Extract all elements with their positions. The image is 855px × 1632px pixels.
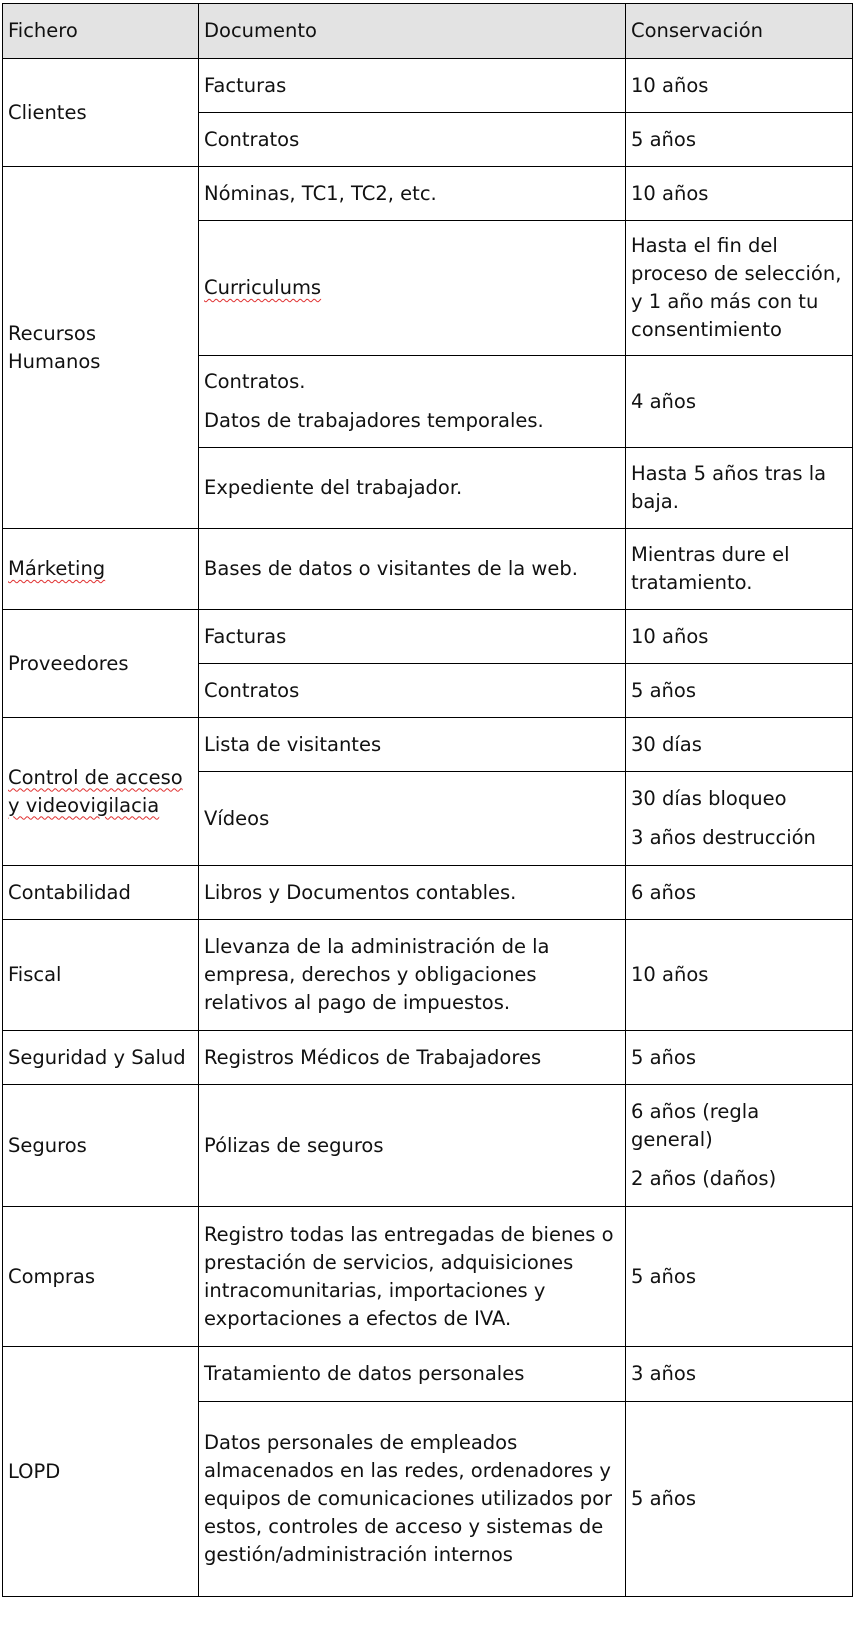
- documento-text: Libros y Documentos contables.: [204, 880, 517, 904]
- documento-cell: [199, 920, 626, 1031]
- documento-text: Datos de trabajadores temporales.: [204, 409, 544, 432]
- table-row: [3, 610, 853, 664]
- conservacion-text: 3 años: [631, 1362, 697, 1385]
- fichero-label: Seguridad y Salud: [8, 1045, 186, 1069]
- documento-cell: [199, 1347, 626, 1402]
- documento-cell: [199, 610, 626, 664]
- documento-cell: [199, 664, 626, 718]
- table-row: [3, 529, 853, 610]
- conservacion-text: 5 años: [631, 127, 697, 151]
- documento-text: Registros Médicos de Trabajadores: [204, 1045, 542, 1069]
- conservacion-text: Hasta 5 años tras la baja.: [631, 462, 827, 513]
- fichero-cell: [3, 167, 199, 529]
- documento-cell: [199, 1207, 626, 1347]
- fichero-label: Control de acceso y videovigilacia: [8, 765, 183, 817]
- conservacion-cell: [626, 866, 853, 920]
- conservacion-cell: [626, 718, 853, 772]
- conservacion-text: 10 años: [631, 963, 709, 986]
- table-row: [3, 167, 853, 221]
- documento-cell: [199, 1085, 626, 1207]
- documento-cell: [199, 221, 626, 356]
- conservacion-text: 3 años destrucción: [631, 826, 816, 849]
- conservacion-cell: [626, 1085, 853, 1207]
- fichero-label: Márketing: [8, 557, 106, 580]
- conservacion-cell: [626, 1347, 853, 1402]
- fichero-cell: [3, 920, 199, 1031]
- documento-text: Pólizas de seguros: [204, 1133, 384, 1157]
- fichero-label: Recursos Humanos: [8, 321, 101, 373]
- conservacion-text: 10 años: [631, 181, 709, 205]
- conservacion-text: 30 días bloqueo: [631, 787, 787, 810]
- conservacion-cell: [626, 113, 853, 167]
- table-row: [3, 1207, 853, 1347]
- documento-text: Curriculums: [204, 276, 322, 299]
- conservacion-text: Mientras dure el tratamiento.: [631, 543, 790, 594]
- table-row: [3, 1347, 853, 1402]
- documento-cell: [199, 772, 626, 866]
- conservacion-cell: [626, 1031, 853, 1085]
- retention-table: [2, 3, 853, 1597]
- fichero-cell: [3, 718, 199, 866]
- header-documento: Documento: [199, 4, 626, 59]
- documento-text: Facturas: [204, 624, 287, 648]
- documento-cell: [199, 113, 626, 167]
- fichero-label: Contabilidad: [8, 880, 131, 904]
- conservacion-cell: [626, 772, 853, 866]
- fichero-cell: [3, 610, 199, 718]
- fichero-cell: [3, 866, 199, 920]
- conservacion-cell: [626, 1207, 853, 1347]
- fichero-label: Compras: [8, 1264, 96, 1288]
- conservacion-text: 10 años: [631, 73, 709, 97]
- conservacion-text: 2 años (daños): [631, 1167, 777, 1190]
- documento-text: Bases de datos o visitantes de la web.: [204, 557, 578, 580]
- documento-text: Contratos: [204, 127, 300, 151]
- documento-text: Facturas: [204, 73, 287, 97]
- conservacion-text: 6 años (regla general): [631, 1100, 760, 1151]
- conservacion-cell: [626, 167, 853, 221]
- fichero-cell: [3, 59, 199, 167]
- table-row: [3, 718, 853, 772]
- documento-text: Tratamiento de datos personales: [204, 1362, 525, 1385]
- fichero-label: Proveedores: [8, 651, 129, 675]
- conservacion-text: 5 años: [631, 1487, 697, 1510]
- table-row: [3, 920, 853, 1031]
- documento-text: Datos personales de empleados almacenados en las redes, ordenadores y equipos de comunicaciones utilizados por estos, controles de acceso y sistemas de gestión/administración internos: [204, 1431, 613, 1566]
- header-conservacion: Conservación: [626, 4, 853, 59]
- documento-cell: [199, 1402, 626, 1597]
- fichero-label: Seguros: [8, 1133, 87, 1157]
- documento-text: Lista de visitantes: [204, 732, 382, 756]
- documento-text: Contratos.: [204, 370, 306, 393]
- conservacion-cell: [626, 59, 853, 113]
- documento-text: Expediente del trabajador.: [204, 476, 463, 499]
- fichero-cell: [3, 1207, 199, 1347]
- fichero-cell: [3, 529, 199, 610]
- conservacion-text: Hasta el fin del proceso de selección, y 1 año más con tu consentimiento: [631, 234, 842, 341]
- conservacion-text: 5 años: [631, 1264, 697, 1288]
- conservacion-cell: [626, 664, 853, 718]
- documento-cell: [199, 1031, 626, 1085]
- table-row: [3, 1085, 853, 1207]
- documento-cell: [199, 529, 626, 610]
- conservacion-cell: [626, 221, 853, 356]
- conservacion-cell: [626, 356, 853, 448]
- table-row: [3, 59, 853, 113]
- header-row: [3, 4, 853, 59]
- fichero-cell: [3, 1085, 199, 1207]
- fichero-cell: [3, 1347, 199, 1597]
- conservacion-text: 6 años: [631, 880, 697, 904]
- documento-text: Registro todas las entregadas de bienes o prestación de servicios, adquisiciones intracomunitarias, importaciones y exportaciones a efectos de IVA.: [204, 1222, 614, 1330]
- documento-cell: [199, 356, 626, 448]
- conservacion-cell: [626, 529, 853, 610]
- conservacion-text: 5 años: [631, 1045, 697, 1069]
- conservacion-cell: [626, 1402, 853, 1597]
- fichero-cell: [3, 1031, 199, 1085]
- conservacion-text: 4 años: [631, 389, 697, 413]
- fichero-label: LOPD: [8, 1459, 61, 1483]
- fichero-label: Fiscal: [8, 963, 62, 986]
- table-row: [3, 1031, 853, 1085]
- table-row: [3, 866, 853, 920]
- conservacion-cell: [626, 920, 853, 1031]
- fichero-label: Clientes: [8, 100, 87, 124]
- documento-text: Vídeos: [204, 806, 270, 830]
- documento-text: Nóminas, TC1, TC2, etc.: [204, 181, 437, 205]
- conservacion-cell: [626, 448, 853, 529]
- documento-cell: [199, 59, 626, 113]
- documento-text: Llevanza de la administración de la empresa, derechos y obligaciones relativos al pago de impuestos.: [204, 935, 550, 1014]
- conservacion-text: 5 años: [631, 678, 697, 702]
- conservacion-cell: [626, 610, 853, 664]
- header-fichero: Fichero: [3, 4, 199, 59]
- documento-cell: [199, 866, 626, 920]
- conservacion-text: 30 días: [631, 732, 702, 756]
- documento-cell: [199, 167, 626, 221]
- documento-cell: [199, 718, 626, 772]
- documento-cell: [199, 448, 626, 529]
- documento-text: Contratos: [204, 678, 300, 702]
- conservacion-text: 10 años: [631, 624, 709, 648]
